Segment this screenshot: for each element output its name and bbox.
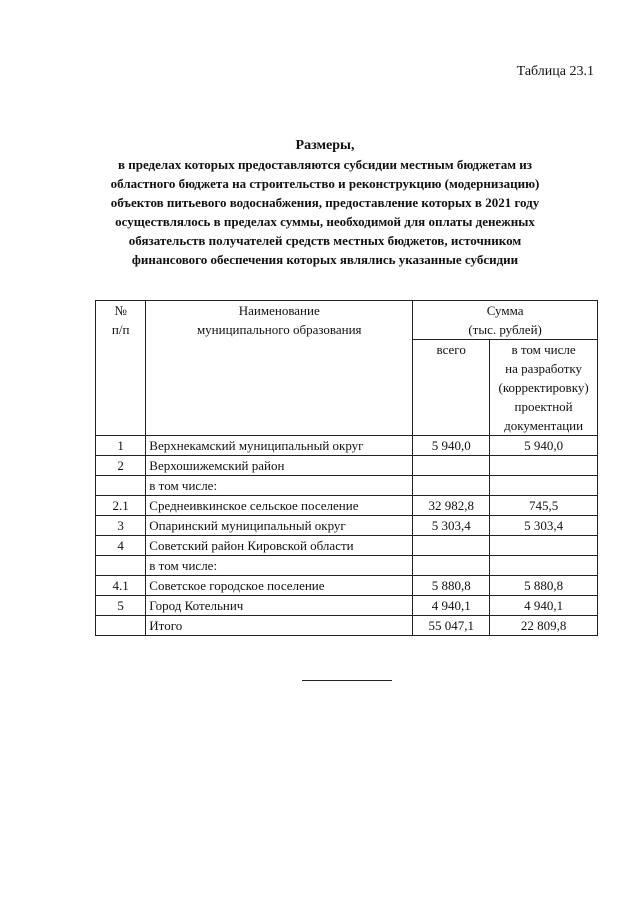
header-design-line: на разработку [505, 361, 583, 376]
table-header-row [96, 301, 598, 340]
table-reference-label: Таблица 23.1 [516, 64, 594, 79]
title-line: осуществлялось в пределах суммы, необходимой для оплаты денежных [115, 214, 535, 229]
title-line: объектов питьевого водоснабжения, предоставление которых в 2021 году [110, 195, 540, 210]
row-total [413, 536, 490, 556]
row-total [413, 456, 490, 476]
table-row [96, 436, 598, 456]
row-name: Город Котельнич [146, 596, 413, 616]
row-number: 3 [96, 516, 146, 536]
table-row [96, 576, 598, 596]
row-number [96, 476, 146, 496]
row-name: Опаринский муниципальный округ [146, 516, 413, 536]
row-name: Среднеивкинское сельское поселение [146, 496, 413, 516]
header-design-line: документации [504, 418, 584, 433]
table-row [96, 536, 598, 556]
row-total [413, 556, 490, 576]
header-name-line: Наименование [238, 303, 320, 318]
row-name: Верхошижемский район [146, 456, 413, 476]
row-design: 5 880,8 [490, 576, 598, 596]
row-total: 5 880,8 [413, 576, 490, 596]
row-total: 5 303,4 [413, 516, 490, 536]
header-design-line: (корректировку) [498, 380, 589, 395]
row-number [96, 616, 146, 636]
row-number: 1 [96, 436, 146, 456]
header-design-line: в том числе [511, 342, 576, 357]
table-row [96, 476, 598, 496]
header-name [146, 301, 413, 436]
header-design-line: проектной [514, 399, 573, 414]
title-line: в пределах которых предоставляются субсидии местным бюджетам из [117, 157, 533, 172]
header-sum [413, 301, 598, 340]
header-sum-line: (тыс. рублей) [468, 322, 542, 337]
row-number: 2 [96, 456, 146, 476]
row-number: 4 [96, 536, 146, 556]
row-name: в том числе: [146, 476, 413, 496]
table-row [96, 496, 598, 516]
subsidy-table [95, 300, 598, 636]
row-total: 5 940,0 [413, 436, 490, 456]
header-name-line: муниципального образования [196, 322, 362, 337]
header-design [490, 340, 598, 436]
row-total: 32 982,8 [413, 496, 490, 516]
title-line: обязательств получателей средств местных бюджетов, источником [128, 233, 522, 248]
row-design: 5 940,0 [490, 436, 598, 456]
header-number-line: п/п [111, 322, 130, 337]
row-number [96, 556, 146, 576]
row-design [490, 456, 598, 476]
table-row [96, 596, 598, 616]
row-design [490, 476, 598, 496]
header-sum-line: Сумма [486, 303, 524, 318]
header-total [413, 340, 490, 436]
table-row [96, 456, 598, 476]
row-number: 2.1 [96, 496, 146, 516]
row-design: 22 809,8 [490, 616, 598, 636]
table-row [96, 516, 598, 536]
document-title [60, 136, 590, 269]
table-row [96, 556, 598, 576]
row-name: Советский район Кировской области [146, 536, 413, 556]
row-total [413, 476, 490, 496]
title-heading: Размеры, [295, 138, 355, 153]
row-design [490, 536, 598, 556]
row-design: 745,5 [490, 496, 598, 516]
header-total-label: всего [436, 342, 466, 357]
row-total: 55 047,1 [413, 616, 490, 636]
row-name: в том числе: [146, 556, 413, 576]
title-line: финансового обеспечения которых являлись указанные субсидии [131, 252, 519, 267]
row-total: 4 940,1 [413, 596, 490, 616]
closing-divider [302, 680, 392, 681]
row-name: Верхнекамский муниципальный округ [146, 436, 413, 456]
row-name: Итого [146, 616, 413, 636]
row-design: 5 303,4 [490, 516, 598, 536]
table-row-total [96, 616, 598, 636]
row-name: Советское городское поселение [146, 576, 413, 596]
row-design [490, 556, 598, 576]
row-number: 5 [96, 596, 146, 616]
title-line: областного бюджета на строительство и реконструкцию (модернизацию) [110, 176, 540, 191]
row-number: 4.1 [96, 576, 146, 596]
row-design: 4 940,1 [490, 596, 598, 616]
header-number [96, 301, 146, 436]
header-number-line: № [114, 303, 127, 318]
